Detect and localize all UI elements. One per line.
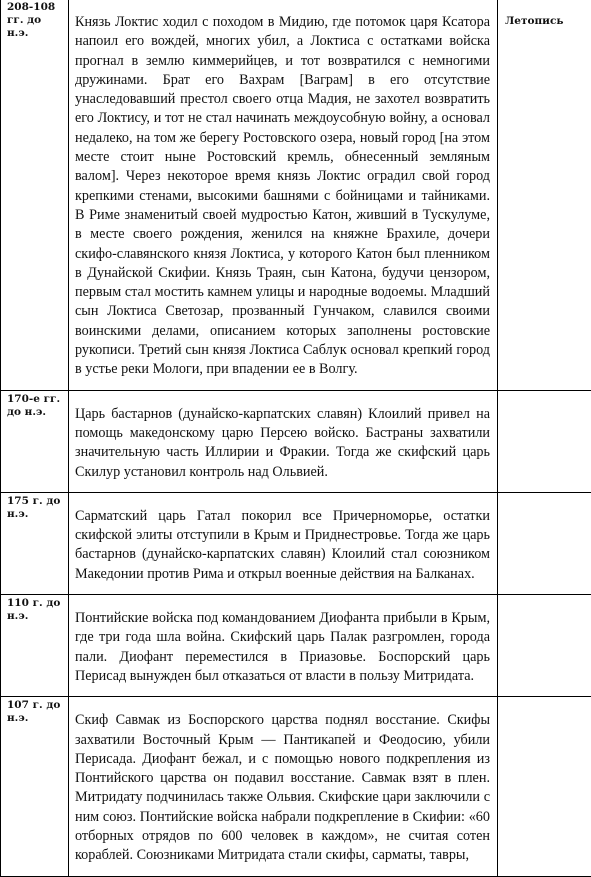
source-label <box>498 493 591 509</box>
date-cell <box>1 697 69 876</box>
date-label: 175 г. до н.э. <box>1 493 68 521</box>
source-label <box>498 697 591 713</box>
table-row <box>1 595 591 697</box>
date-cell <box>1 390 69 492</box>
event-cell <box>69 390 498 492</box>
event-text: Скиф Савмак из Боспорского царства поднял восстание. Скифы захватили Восточный Крым — Пантикапей и Феодосию, убили Перисада. Диофант бежал, и с помощью нового подкрепления из Понтийского царства он подавил восстание. Савмак взят в плен. Митридату подчинилась также Ольвия. Скифские цари заключили с ним союз. Понтийские войска набрали подкрепление в Скифии: «60 отборных отрядов по 600 человек в каждом», не считая сотен кораблей. Союзниками Митридата стали скифы, сарматы, тавры, <box>69 697 497 875</box>
source-label <box>498 391 591 407</box>
event-cell <box>69 697 498 876</box>
date-cell <box>1 492 69 594</box>
event-text: Царь бастарнов (дунайско-карпатских славян) Клоилий привел на помощь македонскому царю Персею войско. Бастраны захватили значительную часть Иллирии и Фракии. Тогда же скифский царь Скилур установил контроль над Ольвией. <box>69 391 497 492</box>
table-row <box>1 492 591 594</box>
source-label: Летопись <box>498 0 591 28</box>
date-label: 110 г. до н.э. <box>1 595 68 623</box>
date-label: 208-108 гг. до н.э. <box>1 0 68 40</box>
date-cell <box>1 595 69 697</box>
date-label: 107 г. до н.э. <box>1 697 68 725</box>
event-text: Понтийские войска под командованием Диофанта прибыли в Крым, где три года шла война. Скифский царь Палак разгромлен, города пали. Диофант переместился в Приазовье. Боспорский царь Перисад вынужден был отказаться от власти в пользу Митридата. <box>69 595 497 696</box>
source-cell <box>498 492 591 594</box>
event-text: Сарматский царь Гатал покорил все Причерноморье, остатки скифской элиты отступили в Крым и Приднестровье. Тогда же царь бастарнов (дунайско-карпатских славян) Клоилий стал союзником Македонии против Рима и открыл военные действия на Балканах. <box>69 493 497 594</box>
event-cell <box>69 0 498 390</box>
source-cell <box>498 595 591 697</box>
source-cell <box>498 697 591 876</box>
source-cell <box>498 390 591 492</box>
table-row <box>1 697 591 876</box>
date-cell <box>1 0 69 390</box>
table-row <box>1 390 591 492</box>
event-cell <box>69 492 498 594</box>
table-row <box>1 0 591 390</box>
event-text: Князь Локтис ходил с походом в Мидию, где потомок царя Ксатора напоил его вождей, многих убил, а Локтиса с остатками войска прогнал в землю киммерийцев, и тот возвратился с немногими дружинами. Брат его Вахрам [Ваграм] в его отсутствие унаследовавший престол своего отца Мадия, не захотел возвратить его Локтису, и тот не стал начинать междоусобную войну, а основал недалеко, на том же берегу Ростовского озера, новый город [на этом месте стоит ныне Ростовский кремль, обнесенный земляным валом]. Через некоторое время князь Локтис оградил свой город крепкими стенами, высокими башнями с бойницами и тайниками. В Риме знаменитый своей мудростью Катон, живший в Тускулуме, в месте своего рождения, женился на княжне Брахиле, дочери скифо-славянского князя Локтиса, у которого Катон был пленником в Дунайской Скифии. Князь Траян, сын Катона, будучи цензором, первым стал мостить камнем улицы и народные водоемы. Младший сын Локтиса Светозар, прозванный Гунчаком, славился своими воинскими делами, описанием которых заполнены ростовские рукописи. Третий сын князя Локтиса Саблук основал крепкий город в устье реки Мологи, при впадении ее в Волгу. <box>69 0 497 390</box>
source-label <box>498 595 591 611</box>
date-label: 170-е гг. до н.э. <box>1 391 68 419</box>
event-cell <box>69 595 498 697</box>
source-cell <box>498 0 591 390</box>
